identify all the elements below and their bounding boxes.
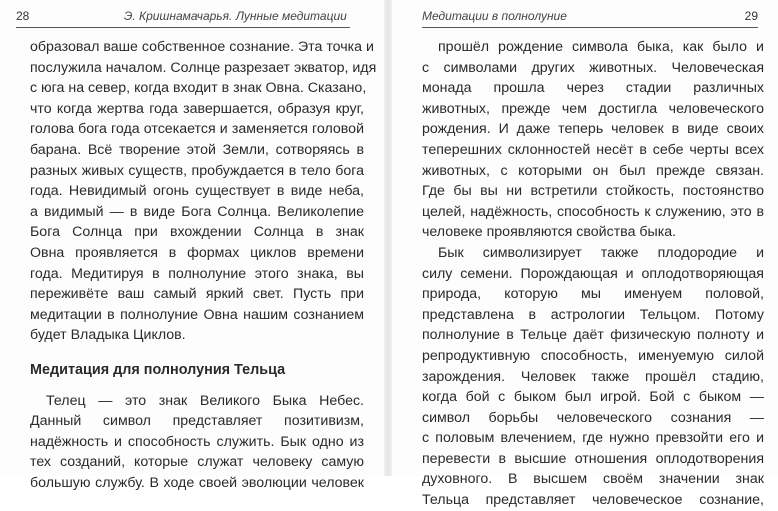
left-page-number: 28 <box>16 9 30 23</box>
left-paragraph-2 <box>30 391 364 494</box>
text-line: животных, прежде чем достигла человеческого <box>422 100 764 117</box>
left-page-body <box>30 37 377 493</box>
text-line: теперешних склонностей несёт в себе черты всех <box>422 141 764 158</box>
text-line: когда бой с быком был игрой. Бой с быком — <box>422 389 764 406</box>
left-paragraph-1 <box>30 37 377 346</box>
text-line: с символами других животных. Человеческая <box>422 59 764 76</box>
text-line: года. Невидимый огонь существует в виде неба, <box>30 183 364 200</box>
text-line: Данный символ представляет позитивизм, <box>30 413 364 430</box>
left-page <box>0 0 384 491</box>
book-gutter <box>384 0 392 476</box>
text-line: голова бога года отсекается и заменяется головой <box>30 121 364 138</box>
text-line: Тельца представляет человеческое сознание, <box>422 492 764 509</box>
text-line: Бык символизирует также плодородие и <box>438 244 764 261</box>
right-page-body <box>422 37 764 511</box>
text-line: а видимый — в виде Бога Солнца. Великолепие <box>30 203 364 220</box>
text-line: целей, надёжность, способность к служению, это в <box>422 203 764 220</box>
text-line: человеке проявляются свойства быка. <box>422 224 677 241</box>
text-line: символ борьбы человеческого сознания — <box>422 409 764 426</box>
text-line: животных, с которыми он был прежде связан. <box>422 162 764 179</box>
right-page-number: 29 <box>744 9 758 23</box>
text-line: зарождения. Человек также прошёл стадию, <box>422 368 764 385</box>
text-line: духовного. В высшем своём значении знак <box>422 471 764 488</box>
right-running-head: Медитации в полнолуние <box>422 9 567 23</box>
text-line: полнолуние в Тельце даёт физическую полноту и <box>422 327 764 344</box>
text-line: года. Медитируя в полнолуние этого знака, вы <box>30 265 364 282</box>
text-line: прошёл рождение символа быка, как было и <box>438 39 764 55</box>
left-header-rule <box>16 27 350 28</box>
left-running-head: Э. Кришнамачарья. Лунные медитации <box>124 9 347 23</box>
text-line: что когда жертва года завершается, образуя круг, <box>30 100 364 117</box>
section-heading: Медитация для полнолуния Тельца <box>30 361 286 378</box>
text-line: надёжность и способность служить. Бык одно из <box>30 433 364 450</box>
text-line: Бога Солнца при вхождении Солнца в знак <box>30 224 364 241</box>
right-page-header <box>422 6 758 28</box>
text-line: большую службу. В ходе своей эволюции человек <box>30 474 364 491</box>
right-header-rule <box>422 27 758 28</box>
text-line: разных живых существ, пробуждается в тело бога <box>30 162 364 179</box>
text-line: с юга на север, когда входит в знак Овна. Сказано, <box>30 80 367 97</box>
text-line: Где бы вы ни встретили стойкость, постоянство <box>422 183 764 200</box>
right-page <box>392 0 778 509</box>
text-line: перевести в высшие отношения оплодотворения <box>422 450 764 467</box>
text-line: монада прошла через стадии различных <box>422 80 764 97</box>
text-line: барана. Всё творение этой Земли, сотворяясь в <box>30 141 364 158</box>
right-paragraph-1 <box>422 37 764 243</box>
text-line: представлена в астрологии Тельцом. Потому <box>422 306 764 323</box>
text-line: рождения. И даже теперь человек в виде своих <box>422 121 764 138</box>
text-line: с половым влечением, где нужно превзойти его и <box>422 430 764 447</box>
text-line: Телец — это знак Великого Быка Небес. <box>46 392 364 409</box>
text-line: силу семени. Порождающая и оплодотворяющая <box>422 265 764 282</box>
text-line: послужила началом. Солнце разрезает экватор, идя <box>30 59 377 76</box>
right-paragraph-2 <box>422 243 764 511</box>
text-line: Овна проявляется в формах циклов времени <box>30 244 364 261</box>
text-line: природа, которую мы именуем половой, <box>422 286 764 303</box>
text-line: медитации в полнолуние Овна нашим сознанием <box>30 306 364 323</box>
text-line: переживёте ваш самый яркий свет. Пусть при <box>30 286 364 303</box>
text-line: тех созданий, которые служат человеку самую <box>30 454 364 471</box>
text-line: будет Владыка Циклов. <box>30 327 186 344</box>
left-page-header <box>16 6 350 28</box>
text-line: репродуктивную способность, именуемую силой <box>422 347 764 364</box>
text-line: образовал ваше собственное сознание. Эта точка и <box>30 39 374 55</box>
